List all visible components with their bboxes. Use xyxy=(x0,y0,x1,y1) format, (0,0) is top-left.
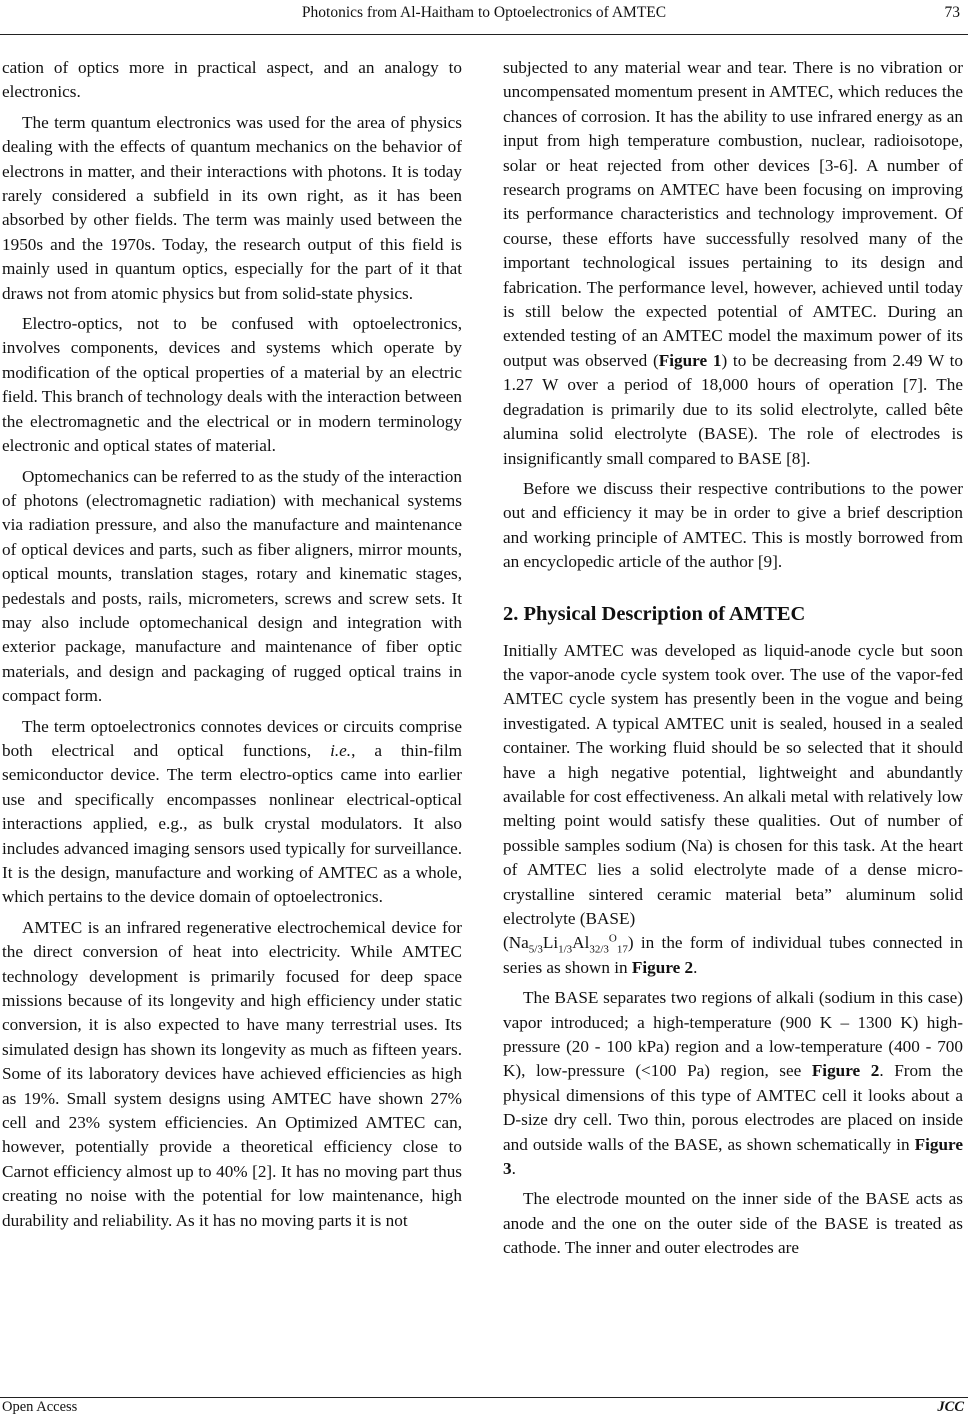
paragraph xyxy=(503,986,963,1181)
section-heading: 2. Physical Description of AMTEC xyxy=(503,602,806,625)
left-column xyxy=(2,56,462,1239)
text-run: ) to be decreasing from 2.49 W to 1.27 W over a period of 18,000 hours of operation [7]. The degradation is primarily due to its solid electrolyte, called bête alumina solid electrolyte (BASE). The role of electrodes is insignificantly small compared to BASE [8]. xyxy=(503,350,963,468)
text-run: . From the physical dimensions of this type of AMTEC cell it looks about a D-size dry cell. Two thin, porous electrodes are placed on inside and outside walls of the BASE, as shown schematically in xyxy=(503,1061,963,1154)
page-footer xyxy=(0,1397,968,1417)
paragraph: Optomechanics can be referred to as the study of the interaction of photons (electromagnetic radiation) with mechanical systems via radiation pressure, and also the manufacture and maintenance of optical devices and parts, such as fiber aligners, mirror mounts, optical mounts, translation stages, rotary and kinematic stages, pedestals and posts, rails, micrometers, screws and screw sets. It may also include optomechanical design and integration with exterior package, manufacture and maintenance of fiber optic materials, and design and packaging of rugged optical trains in compact form. xyxy=(2,466,462,706)
formula-part: Li xyxy=(542,933,559,953)
formula-part: (Na xyxy=(503,933,529,953)
paragraph: cation of optics more in practical aspect, and an analogy to electronics. xyxy=(2,58,462,102)
figure-reference: Figure 3 xyxy=(503,1134,963,1179)
formula-superscript: O xyxy=(608,932,617,945)
journal-abbrev: JCC xyxy=(937,1399,964,1415)
paragraph: Before we discuss their respective contributions to the power out and efficiency it may be in order to give a brief description and working principle of AMTEC. This is mostly borrowed from an encyclopedic article of the author [9]. xyxy=(503,478,963,572)
open-access-label: Open Access xyxy=(2,1399,78,1415)
text-run: . xyxy=(511,1159,516,1179)
formula-part: ) xyxy=(627,933,634,953)
text-run: . xyxy=(693,957,698,977)
figure-reference: Figure 2 xyxy=(811,1061,880,1081)
paragraph: The term quantum electronics was used for the area of physics dealing with the effects of quantum mechanics on the behavior of electrons in matter, and their interactions with photons. It is today rarely considered a subfield in its own right, as it has been absorbed by other fields. The term was mainly used between the 1950s and the 1970s. Today, the research output of this field is mainly used in quantum optics, especially for the part of it that draws not from atomic physics but from solid-state physics. xyxy=(2,112,462,303)
paragraph xyxy=(503,639,963,981)
formula-part: Al xyxy=(572,933,590,953)
text-run: subjected to any material wear and tear. There is no vibration or uncompensated momentum present in AMTEC, which reduces the chances of corrosion. It has the ability to use infrared energy as an input from high temperature combustion, nuclear, radioisotope, solar or heat rejected from other devices [3-6]. A number of research programs on AMTEC have been focusing on improving its performance characteristics and technology improvement. Of course, these efforts have successfully resolved many of the important technological issues pertaining to its design and fabrication. The performance level, however, achieved until today is still below the expected potential of AMTEC. During an extended testing of an AMTEC model the maximum power of its output was observed ( xyxy=(503,58,963,370)
formula-subscript: 5/3 xyxy=(528,943,543,956)
running-title: Photonics from Al-Haitham to Optoelectronics of AMTEC xyxy=(301,4,667,21)
paragraph xyxy=(2,715,462,910)
chemical-formula xyxy=(503,932,634,956)
text-run: in the form of individual tubes connected in series as shown in xyxy=(503,933,963,977)
figure-reference: Figure 1 xyxy=(658,350,722,370)
paragraph xyxy=(503,56,963,471)
text-run: The BASE separates two regions of alkali (sodium in this case) vapor introduced; a high-temperature (900 K – 1300 K) high-pressure (20 - 100 kPa) region and a low-temperature (400 - 700 K), low-pressure (<100 Pa) region, see xyxy=(503,988,963,1081)
italic-abbrev: i.e. xyxy=(330,740,352,760)
formula-subscript: 1/3 xyxy=(558,943,573,956)
text-run: Initially AMTEC was developed as liquid-anode cycle but soon the vapor-anode cycle system took over. The use of the vapor-fed AMTEC cycle system has presently been in the vogue and being investigated. A typical AMTEC unit is sealed, housed in a sealed container. The working fluid should be so selected that it should have a high negative potential, lightweight and abundantly available for cost effectiveness. An alkali metal with relatively low melting point would satisfy these qualities. Out of number of possible samples sodium (Na) is chosen for this task. At the heart of AMTEC lies a solid electrolyte made of a dense micro-crystalline sintered ceramic material beta” aluminum solid electrolyte (BASE) xyxy=(503,640,963,928)
right-column xyxy=(503,56,963,1267)
paragraph: The electrode mounted on the inner side of the BASE acts as anode and the one on the outer side of the BASE is treated as cathode. The inner and outer electrodes are xyxy=(503,1189,963,1258)
page-header xyxy=(0,0,968,35)
text-run: , a thin-film semiconductor device. The term electro-optics came into earlier use and specifically encompasses nonlinear electrical-optical interactions applied, e.g., as bulk crystal modulators. It also includes advanced imaging sensors used typically for surveillance. It is the design, manufacture and working of AMTEC as a whole, which pertains to the device domain of optoelectronics. xyxy=(2,740,463,907)
formula-subscript: 32/3 xyxy=(589,943,609,956)
figure-reference: Figure 2 xyxy=(631,957,694,977)
formula-subscript: 17 xyxy=(616,943,628,956)
paragraph: AMTEC is an infrared regenerative electrochemical device for the direct conversion of heat into electricity. While AMTEC technology development is primarily focused for deep space missions because of its longevity and high efficiency under static conversion, it is also expected to have many terrestrial uses. Its simulated design has shown its longevity as much as fifteen years. Some of its laboratory devices have achieved efficiencies as high as 19%. Small system designs using AMTEC have shown 27% cell and 23% system efficiencies. An Optimized AMTEC can, however, potentially provide a theoretical efficiency close to Carnot efficiency almost up to 40% [2]. It has no moving part thus creating no noise with the potential for low maintenance, high durability and reliability. As it has no moving parts it is not xyxy=(2,917,462,1230)
text-run: The term optoelectronics connotes devices or circuits comprise both electrical and optical functions, xyxy=(2,716,462,760)
paragraph: Electro-optics, not to be confused with optoelectronics, involves components, devices and systems which operate by modification of the optical properties of a material by an electric field. This branch of technology deals with the interaction between the electromagnetic and the electrical or in modern terminology electronic and optical states of material. xyxy=(2,314,462,456)
page-number: 73 xyxy=(944,4,960,21)
